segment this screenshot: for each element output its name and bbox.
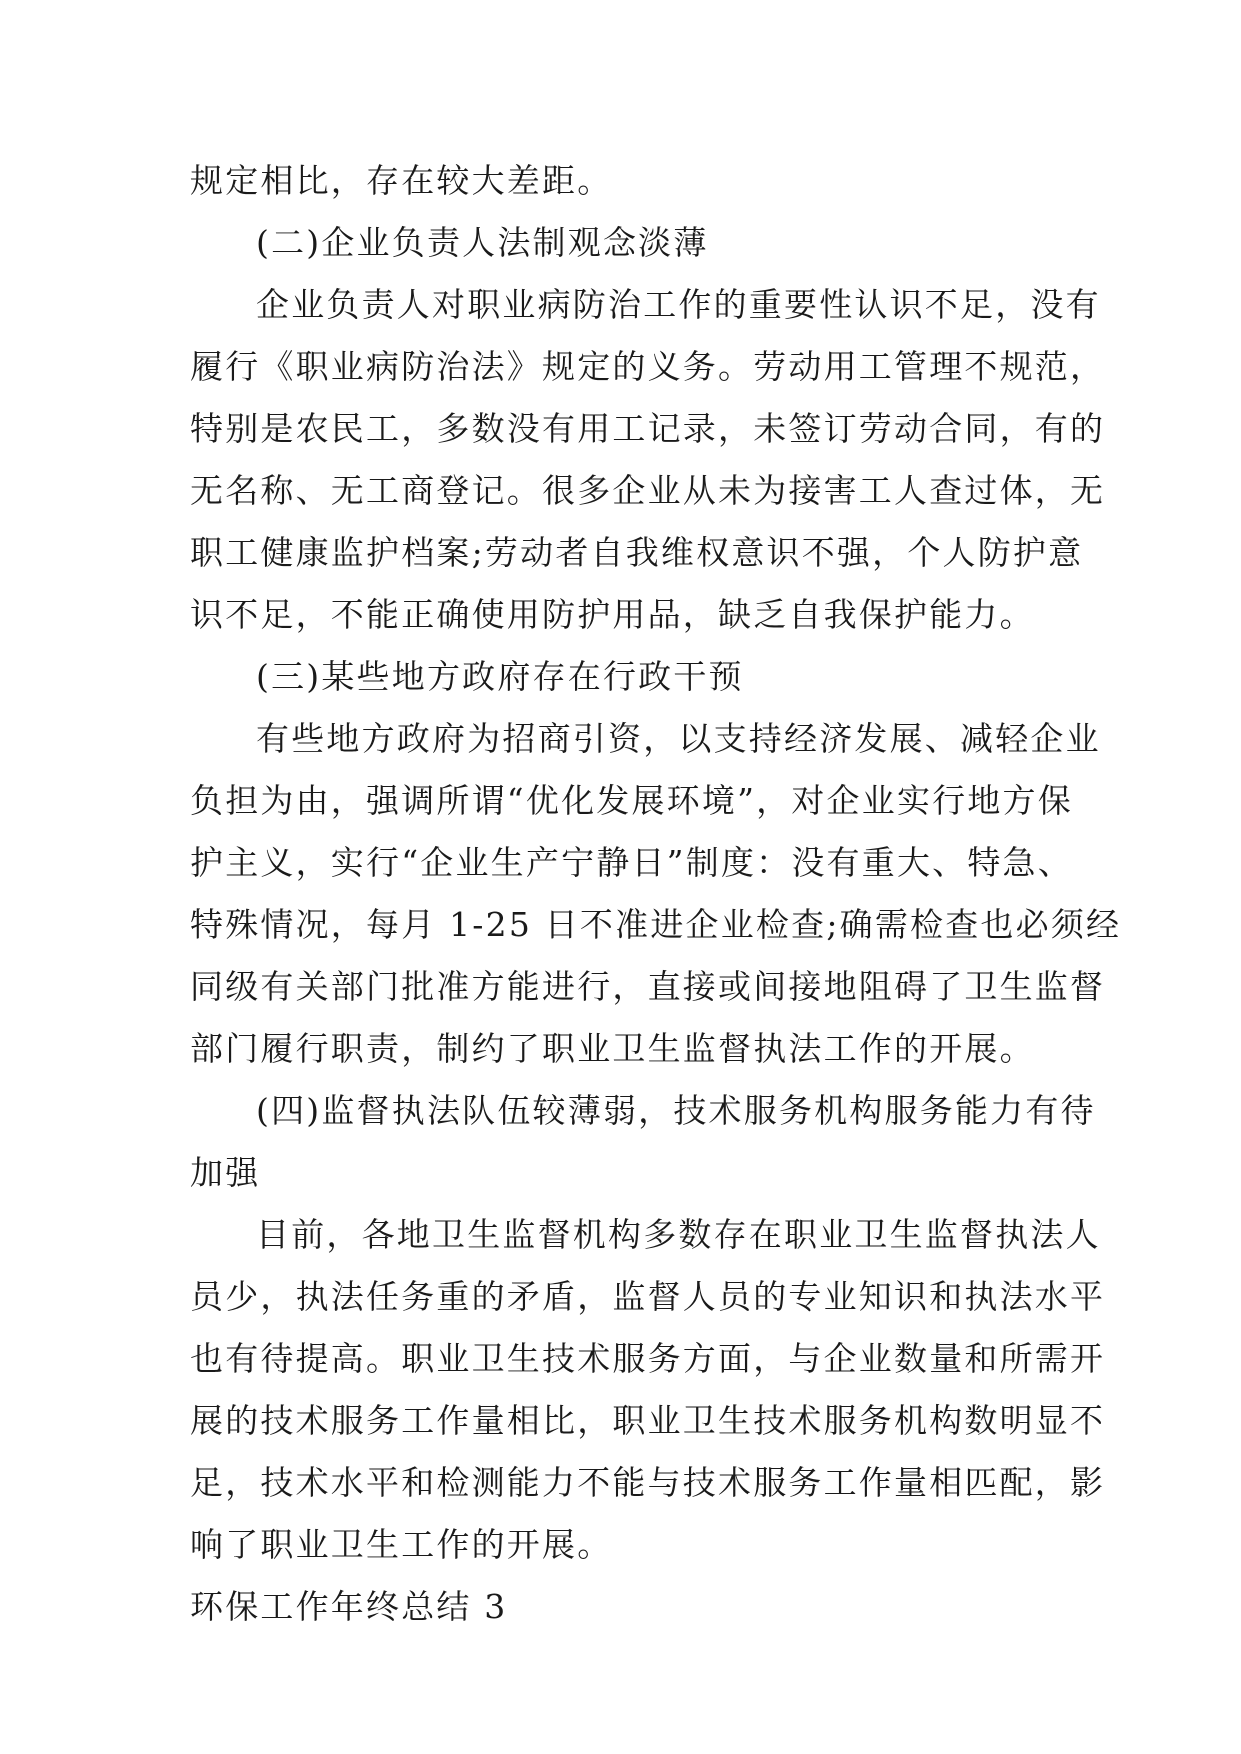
paragraph-line: 响了职业卫生工作的开展。 <box>190 1525 613 1564</box>
paragraph-line: 部门履行职责，制约了职业卫生监督执法工作的开展。 <box>190 1029 1035 1068</box>
paragraph-line: 职工健康监护档案;劳动者自我维权意识不强，个人防护意 <box>190 533 1084 572</box>
paragraph-line: 无名称、无工商登记。很多企业从未为接害工人查过体，无 <box>190 471 1106 510</box>
paragraph-line: 有些地方政府为招商引资，以支持经济发展、减轻企业 <box>256 719 1101 758</box>
section-heading: (二)企业负责人法制观念淡薄 <box>256 223 709 262</box>
paragraph-line: 负担为由，强调所谓“优化发展环境”，对企业实行地方保 <box>190 781 1073 820</box>
document-title: 环保工作年终总结 3 <box>190 1587 508 1626</box>
section-heading: (四)监督执法队伍较薄弱，技术服务机构服务能力有待 <box>256 1091 1096 1130</box>
paragraph-line: 履行《职业病防治法》规定的义务。劳动用工管理不规范， <box>190 347 1106 386</box>
paragraph-line: 足，技术水平和检测能力不能与技术服务工作量相匹配，影 <box>190 1463 1106 1502</box>
paragraph-line: 特别是农民工，多数没有用工记录，未签订劳动合同，有的 <box>190 409 1106 448</box>
paragraph-line: 护主义，实行“企业生产宁静日”制度：没有重大、特急、 <box>190 843 1073 882</box>
paragraph-line: 企业负责人对职业病防治工作的重要性认识不足，没有 <box>256 285 1101 324</box>
paragraph-line: 识不足，不能正确使用防护用品，缺乏自我保护能力。 <box>190 595 1035 634</box>
paragraph-line: 员少，执法任务重的矛盾，监督人员的专业知识和执法水平 <box>190 1277 1106 1316</box>
paragraph-line: 也有待提高。职业卫生技术服务方面，与企业数量和所需开 <box>190 1339 1106 1378</box>
paragraph-line: 规定相比，存在较大差距。 <box>190 161 613 200</box>
paragraph-line: 同级有关部门批准方能进行，直接或间接地阻碍了卫生监督 <box>190 967 1106 1006</box>
paragraph-line: 展的技术服务工作量相比，职业卫生技术服务机构数明显不 <box>190 1401 1106 1440</box>
section-heading-continuation: 加强 <box>190 1153 261 1192</box>
document-page <box>190 150 1122 1638</box>
section-heading: (三)某些地方政府存在行政干预 <box>256 657 744 696</box>
paragraph-line: 目前，各地卫生监督机构多数存在职业卫生监督执法人 <box>256 1215 1101 1254</box>
paragraph-line: 特殊情况，每月 1-25 日不准进企业检查;确需检查也必须经 <box>190 905 1122 944</box>
